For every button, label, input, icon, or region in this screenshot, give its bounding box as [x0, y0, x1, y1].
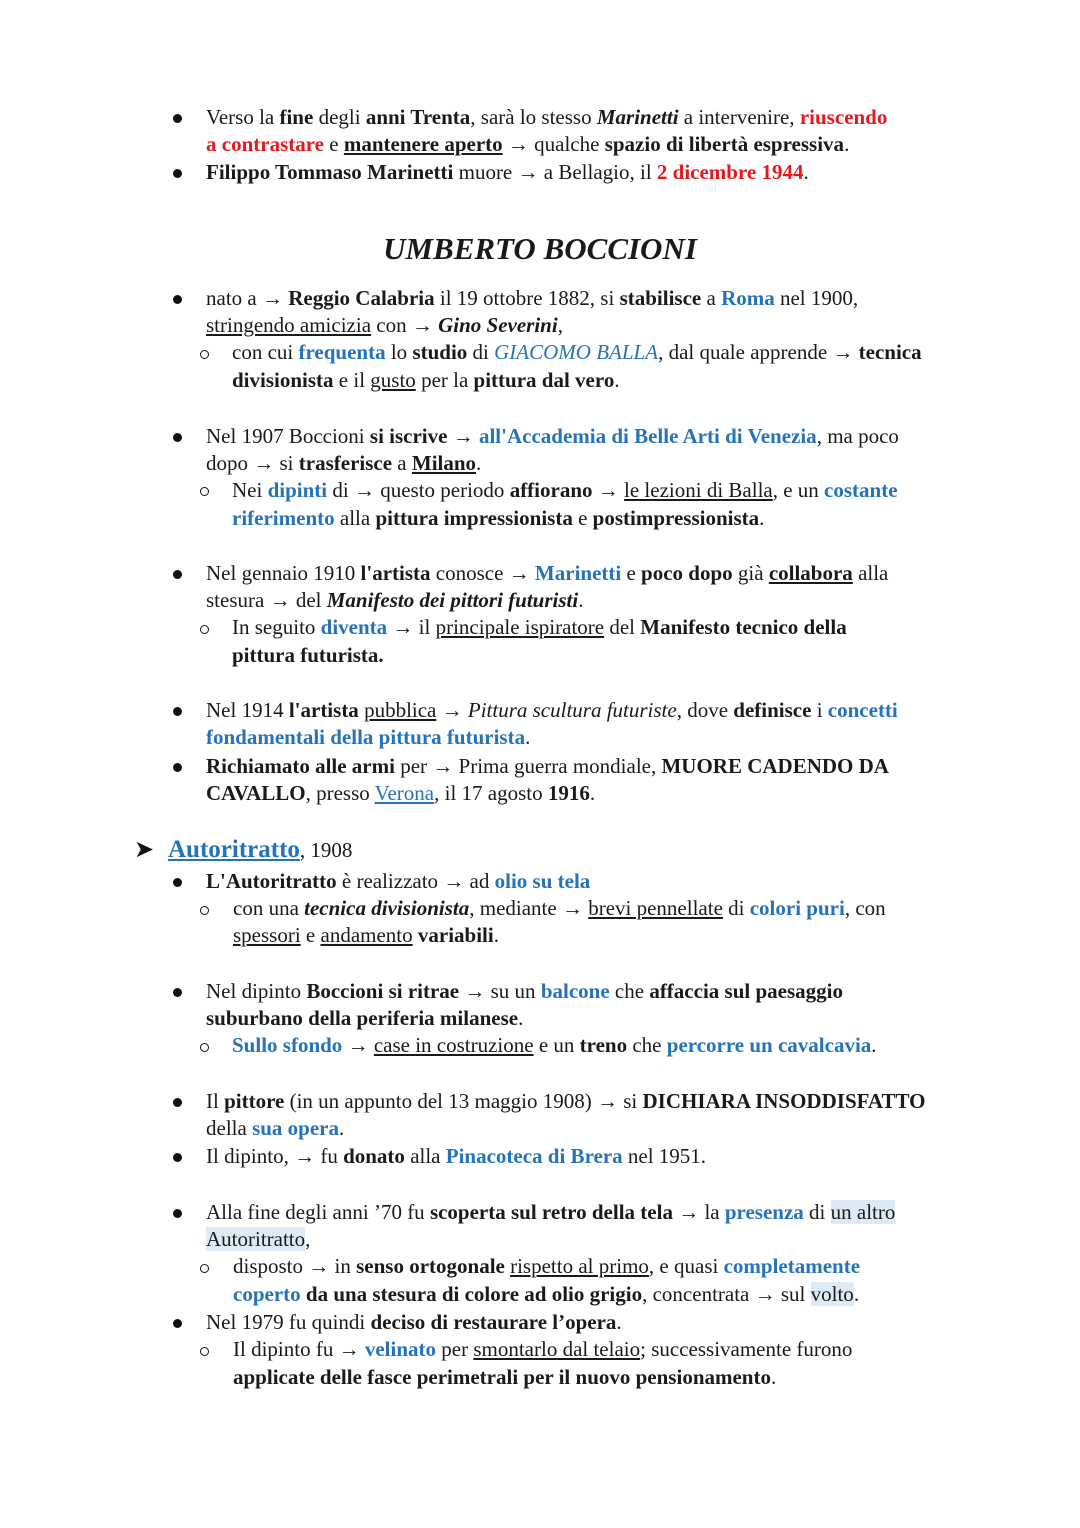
- sub-bullet: [200, 487, 209, 496]
- a3-line-3: Il dipinto, → fu donato alla Pinacoteca di Brera nel 1951.: [206, 1144, 707, 1168]
- s4-line-2: fondamentali della pittura futurista.: [206, 725, 531, 749]
- bullet: [173, 763, 182, 772]
- s1-line-3: con cui frequenta lo studio di GIACOMO BALLA, dal quale apprende → tecnica: [232, 340, 922, 364]
- bullet: [173, 114, 182, 123]
- bullet: [173, 433, 182, 442]
- sub-bullet: [200, 1347, 209, 1356]
- a3-line-1: Il pittore (in un appunto del 13 maggio 1908) → si DICHIARA INSODDISFATTO: [206, 1089, 926, 1113]
- a4-line-6: Il dipinto fu → velinato per smontarlo dal telaio; successivamente furono: [233, 1337, 853, 1361]
- s2-line-1: Nel 1907 Boccioni si iscrive → all'Accademia di Belle Arti di Venezia, ma poco: [206, 424, 899, 448]
- bullet: [173, 570, 182, 579]
- intro-line-1: Verso la fine degli anni Trenta, sarà lo stesso Marinetti a intervenire, riuscendo: [206, 105, 888, 129]
- s3-line-3: In seguito diventa → il principale ispiratore del Manifesto tecnico della: [232, 615, 847, 639]
- bullet: [173, 707, 182, 716]
- sub-bullet: [200, 1264, 209, 1273]
- s2-line-3: Nei dipinti di → questo periodo affiorano → le lezioni di Balla, e un costante: [232, 478, 898, 502]
- s1-line-2: stringendo amicizia con → Gino Severini,: [206, 313, 563, 337]
- sub-bullet: [200, 625, 209, 634]
- bullet: [173, 1209, 182, 1218]
- a2-line-1: Nel dipinto Boccioni si ritrae → su un balcone che affaccia sul paesaggio: [206, 979, 843, 1003]
- bullet: [173, 1153, 182, 1162]
- a3-line-2: della sua opera.: [206, 1116, 345, 1140]
- s2-line-2: dopo → si trasferisce a Milano.: [206, 451, 482, 475]
- s3-line-4: pittura futurista.: [232, 643, 384, 667]
- bullet: [173, 878, 182, 887]
- a2-line-3: Sullo sfondo → case in costruzione e un treno che percorre un cavalcavia.: [232, 1033, 877, 1057]
- s1-line-1: nato a → Reggio Calabria il 19 ottobre 1882, si stabilisce a Roma nel 1900,: [206, 286, 859, 310]
- a4-line-2: Autoritratto,: [206, 1227, 311, 1251]
- s4-line-4: CAVALLO, presso Verona, il 17 agosto 1916.: [206, 781, 596, 805]
- s2-line-4: riferimento alla pittura impressionista e postimpressionista.: [232, 506, 765, 530]
- a1-line-1: L'Autoritratto è realizzato → ad olio su tela: [206, 869, 591, 893]
- sub-bullet: [200, 350, 209, 359]
- s1-line-4: divisionista e il gusto per la pittura dal vero.: [232, 368, 620, 392]
- bullet: [173, 295, 182, 304]
- a4-line-3: disposto → in senso ortogonale rispetto al primo, e quasi completamente: [233, 1254, 861, 1278]
- arrow-bullet-icon: ➤: [134, 837, 155, 863]
- a4-line-4: coperto da una stesura di colore ad olio grigio, concentrata → sul volto.: [233, 1282, 860, 1306]
- sub-bullet: [200, 1043, 209, 1052]
- a4-line-5: Nel 1979 fu quindi deciso di restaurare l’opera.: [206, 1310, 622, 1334]
- a2-line-2: suburbano della periferia milanese.: [206, 1006, 524, 1030]
- s3-line-2: stesura → del Manifesto dei pittori futuristi.: [206, 588, 584, 612]
- intro-line-2: a contrastare e mantenere aperto → qualche spazio di libertà espressiva.: [206, 132, 850, 156]
- a4-line-7: applicate delle fasce perimetrali per il nuovo pensionamento.: [233, 1365, 777, 1389]
- s4-line-1: Nel 1914 l'artista pubblica → Pittura scultura futuriste, dove definisce i concetti: [206, 698, 898, 722]
- bullet: [173, 988, 182, 997]
- bullet: [173, 1098, 182, 1107]
- s4-line-3: Richiamato alle armi per → Prima guerra mondiale, MUORE CADENDO DA: [206, 754, 889, 778]
- a1-line-3: spessori e andamento variabili.: [233, 923, 499, 947]
- a4-line-1: Alla fine degli anni ’70 fu scoperta sul retro della tela → la presenza di un altro: [206, 1200, 896, 1224]
- sub-bullet: [200, 906, 209, 915]
- bullet: [173, 1319, 182, 1328]
- page-title: UMBERTO BOCCIONI: [383, 231, 697, 266]
- section-heading: Autoritratto, 1908: [168, 836, 353, 863]
- s3-line-1: Nel gennaio 1910 l'artista conosce → Marinetti e poco dopo già collabora alla: [206, 561, 889, 585]
- bullet: [173, 169, 182, 178]
- intro-line-3: Filippo Tommaso Marinetti muore → a Bellagio, il 2 dicembre 1944.: [206, 160, 809, 184]
- a1-line-2: con una tecnica divisionista, mediante → brevi pennellate di colori puri, con: [233, 896, 886, 920]
